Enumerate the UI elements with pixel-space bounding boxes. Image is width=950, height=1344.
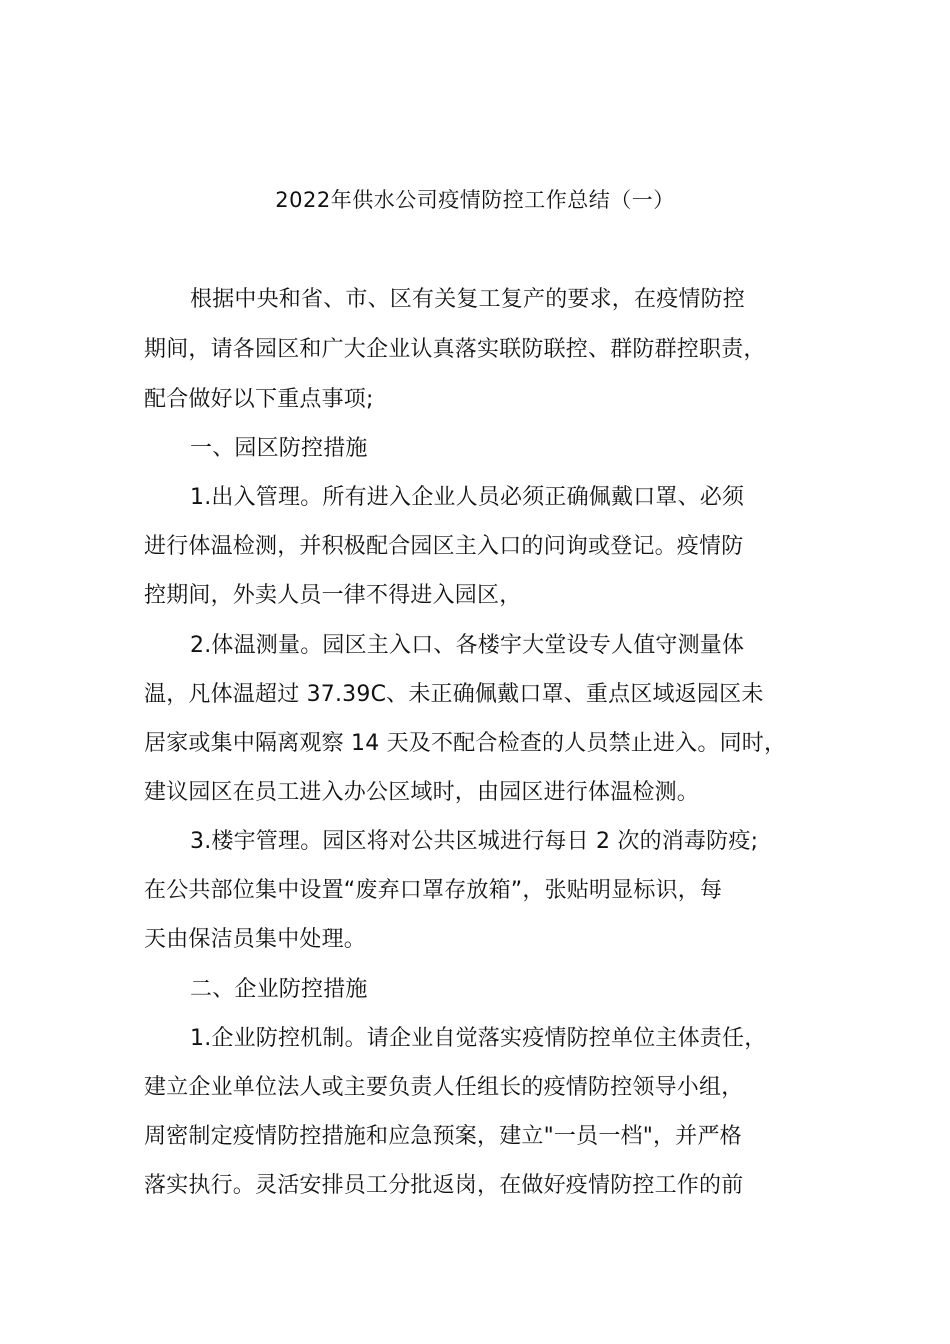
paragraph-line: 1.出入管理。所有进入企业人员必须正确佩戴口罩、必须 [190, 485, 745, 510]
paragraph-line: 在公共部位集中设置“废弃口罩存放箱”，张贴明显标识，每 [144, 878, 723, 903]
paragraph-line: 配合做好以下重点事项; [144, 387, 374, 412]
paragraph-line: 控期间，外卖人员一律不得进入园区， [144, 583, 522, 608]
paragraph-line: 居家或集中隔离观察 14 天及不配合检查的人员禁止进入。同时， [144, 731, 787, 756]
document-title: 2022年供水公司疫情防控工作总结（一） [275, 188, 675, 212]
paragraph-line: 建立企业单位法人或主要负责人任组长的疫情防控领导小组， [144, 1075, 744, 1100]
paragraph-line: 1.企业防控机制。请企业自觉落实疫情防控单位主体责任， [190, 1026, 767, 1051]
paragraph-line: 期间，请各园区和广大企业认真落实联防联控、群防群控职责， [144, 337, 766, 362]
paragraph-line: 2.体温测量。园区主入口、各楼宇大堂设专人值守测量体 [190, 633, 745, 658]
paragraph-line: 根据中央和省、市、区有关复工复产的要求，在疫情防控 [190, 287, 746, 312]
paragraph-line: 天由保洁员集中处理。 [144, 927, 367, 952]
paragraph-line: 落实执行。灵活安排员工分批返岗，在做好疫情防控工作的前 [144, 1173, 744, 1198]
paragraph-line: 3.楼宇管理。园区将对公共区城进行每日 2 次的消毒防疫; [190, 829, 759, 854]
paragraph-line: 建议园区在员工进入办公区域时，由园区进行体温检测。 [144, 780, 700, 805]
paragraph-line: 温，凡体温超过 37.39C、未正确佩戴口罩、重点区域返园区未 [144, 682, 764, 707]
paragraph-line: 周密制定疫情防控措施和应急预案，建立"一员一档"，并严格 [144, 1124, 742, 1149]
section-heading: 二、企业防控措施 [190, 977, 368, 1002]
paragraph-line: 进行体温检测，并积极配合园区主入口的问询或登记。疫情防 [144, 534, 744, 559]
section-heading: 一、园区防控措施 [190, 436, 368, 461]
